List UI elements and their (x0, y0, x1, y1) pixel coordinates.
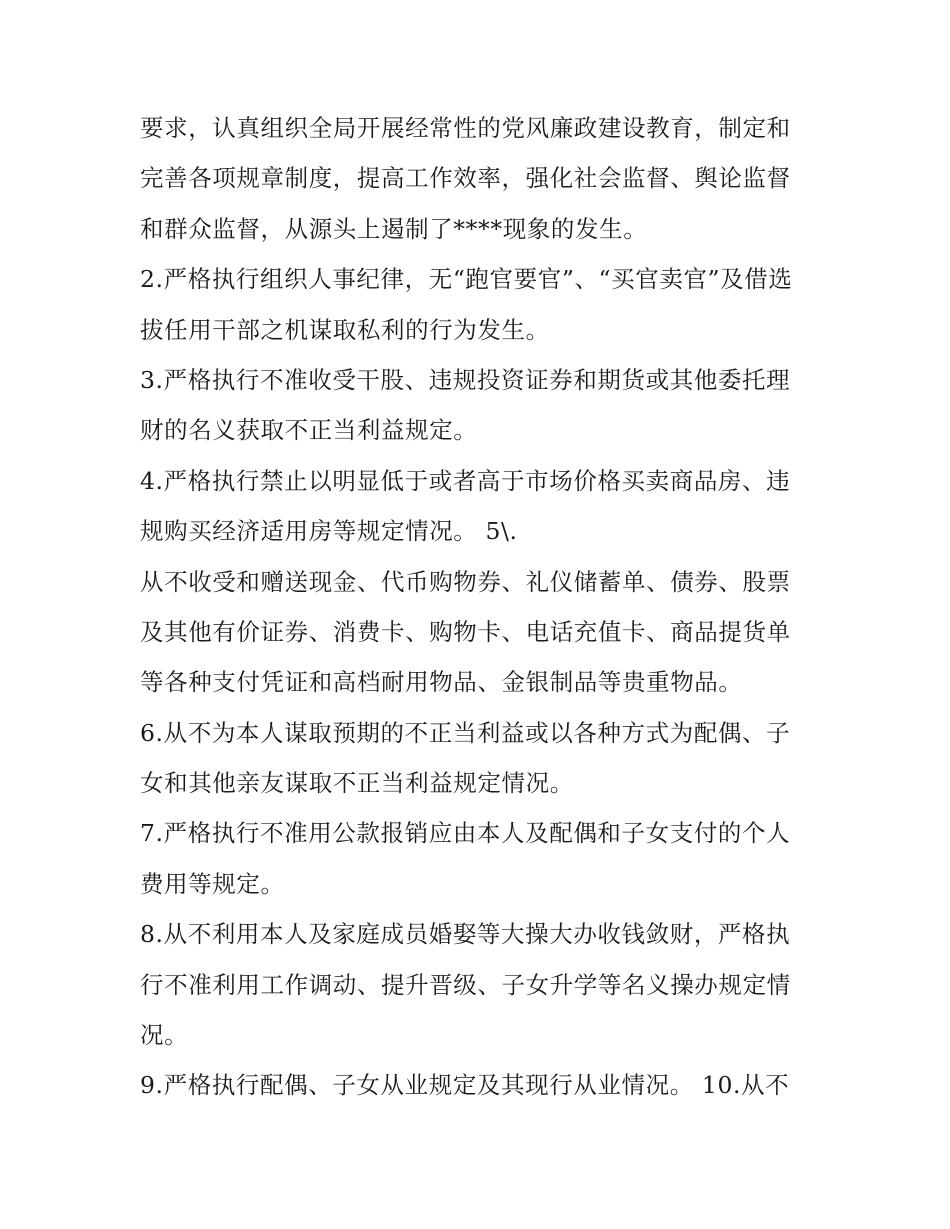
text-line: 8.从不利用本人及家庭成员婚娶等大操大办收钱敛财，严格执 (140, 920, 791, 949)
body-text (140, 103, 820, 1111)
text-line: 和群众监督，从源头上遏制了****现象的发生。 (140, 214, 648, 243)
text-line: 2.严格执行组织人事纪律，无“跑官要官”、“买官卖官”及借选 (140, 265, 793, 294)
text-line: 要求，认真组织全局开展经常性的党风廉政建设教育，制定和 (140, 114, 791, 142)
text-line: 规购买经济适用房等规定情况。 5\. (140, 517, 518, 546)
text-line: 3.严格执行不准收受干股、违规投资证券和期货或其他委托理 (140, 365, 791, 394)
text-line: 等各种支付凭证和高档耐用物品、金银制品等贵重物品。 (140, 668, 743, 697)
text-line: 费用等规定。 (140, 869, 285, 898)
text-line: 9.严格执行配偶、子女从业规定及其现行从业情况。 10.从不 (140, 1071, 790, 1100)
text-line: 4.严格执行禁止以明显低于或者高于市场价格买卖商品房、违 (140, 466, 791, 495)
text-line: 况。 (140, 1021, 189, 1050)
text-line: 及其他有价证券、消费卡、购物卡、电话充值卡、商品提货单 (140, 617, 791, 646)
text-line: 从不收受和赠送现金、代币购物券、礼仪储蓄单、债券、股票 (140, 567, 791, 596)
text-line: 7.严格执行不准用公款报销应由本人及配偶和子女支付的个人 (140, 819, 791, 848)
text-line: 拔任用干部之机谋取私利的行为发生。 (140, 315, 550, 344)
text-line: 财的名义获取不正当利益规定。 (140, 416, 478, 445)
text-line: 行不准利用工作调动、提升晋级、子女升学等名义操办规定情 (140, 970, 791, 999)
text-line: 完善各项规章制度，提高工作效率，强化社会监督、舆论监督 (140, 164, 791, 193)
text-line: 女和其他亲友谋取不正当利益规定情况。 (140, 769, 574, 798)
text-line: 6.从不为本人谋取预期的不正当利益或以各种方式为配偶、子 (140, 718, 791, 747)
